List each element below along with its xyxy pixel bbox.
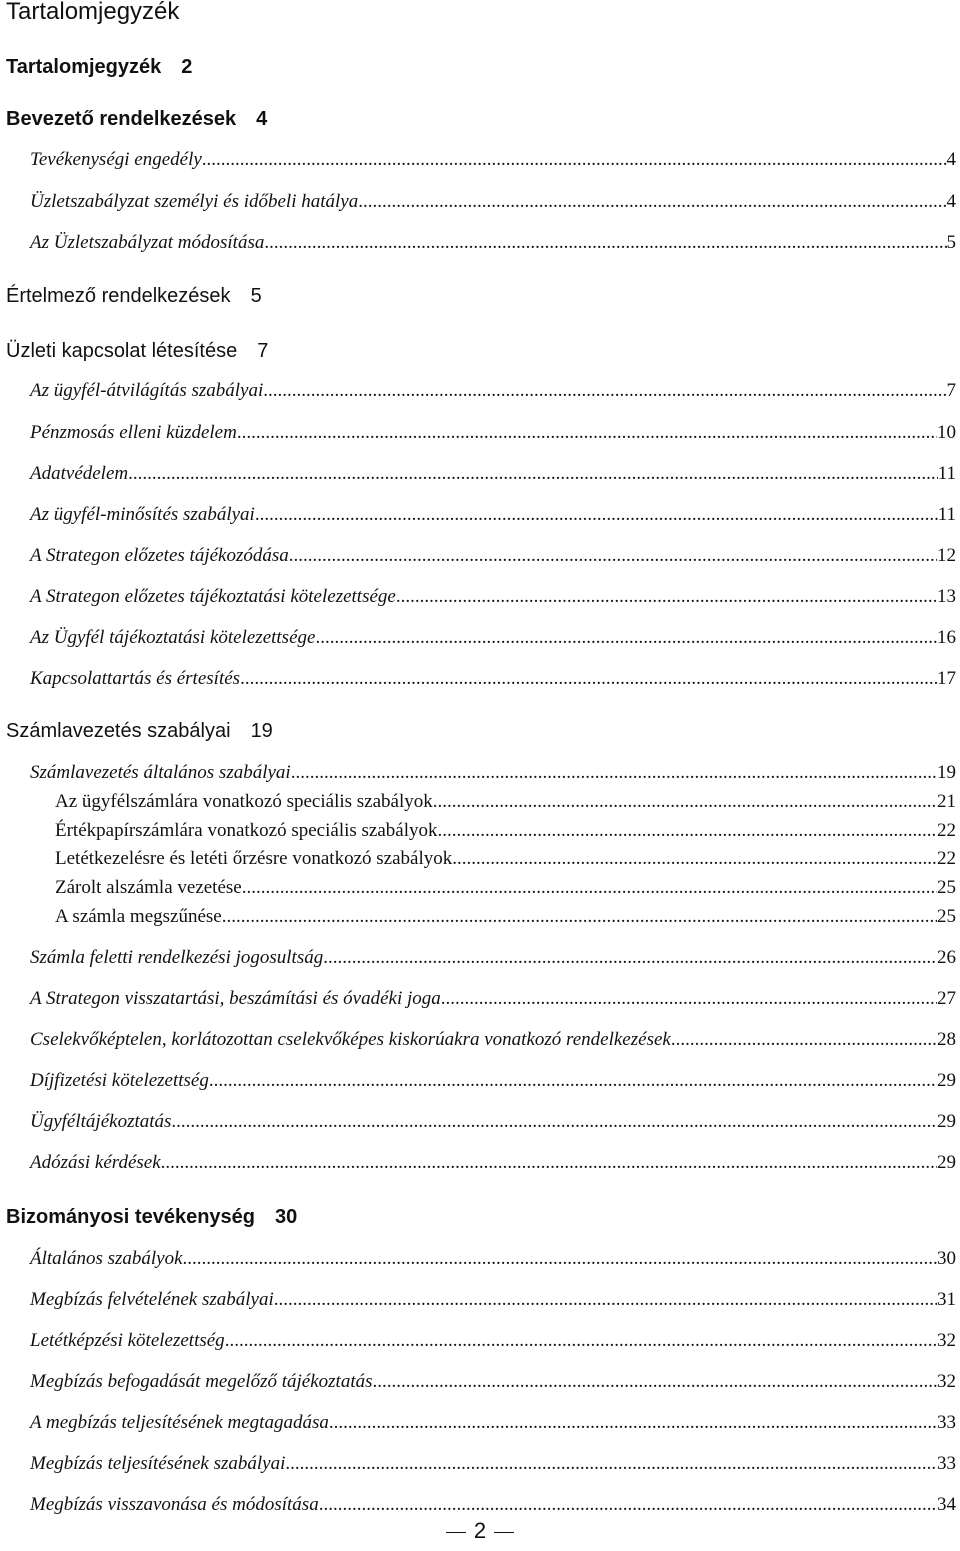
toc-entry-title: Megbízás teljesítésének szabályai xyxy=(30,1453,286,1474)
dot-leader xyxy=(222,906,937,928)
toc-heading-bizomanyosi[interactable] xyxy=(6,1206,960,1229)
toc-page-number: 19 xyxy=(937,762,956,783)
toc-entry-title: Értékpapírszámlára vonatkozó speciális szabályok xyxy=(55,820,438,841)
footer-dash-right xyxy=(494,1532,514,1533)
toc-page-number: 17 xyxy=(937,668,956,689)
dot-leader xyxy=(183,1248,937,1270)
toc-page-number: 31 xyxy=(937,1289,956,1310)
dot-leader xyxy=(237,422,937,444)
toc-entry-title: A megbízás teljesítésének megtagadása xyxy=(30,1412,329,1433)
dot-leader xyxy=(358,191,946,213)
dot-leader xyxy=(263,380,946,402)
dot-leader xyxy=(161,1152,937,1174)
toc-page-number: 30 xyxy=(937,1248,956,1269)
toc-entry[interactable] xyxy=(30,191,956,213)
dot-leader xyxy=(438,820,938,842)
toc-page-number: 29 xyxy=(937,1111,956,1132)
toc-entry-title: Cselekvőképtelen, korlátozottan cselekvőképes kiskorúakra vonatkozó rendelkezések xyxy=(30,1029,671,1050)
toc-entry-title: Kapcsolattartás és értesítés xyxy=(30,668,241,689)
dot-leader xyxy=(433,791,937,813)
footer-page-number: 2 xyxy=(473,1518,487,1543)
toc-entry[interactable] xyxy=(30,149,956,171)
dot-leader xyxy=(255,504,938,526)
toc-heading-szamlavezetes[interactable] xyxy=(6,720,960,743)
toc-entry-title: Pénzmosás elleni küzdelem xyxy=(30,422,237,443)
toc-page-number: 29 xyxy=(937,1070,956,1091)
toc-page-number: 22 xyxy=(937,820,956,841)
toc-page-number: 34 xyxy=(937,1494,956,1515)
toc-page-number: 5 xyxy=(946,232,956,253)
toc-entry[interactable] xyxy=(30,1330,956,1352)
toc-page-number: 27 xyxy=(937,988,956,1009)
dot-leader xyxy=(315,627,937,649)
toc-entry[interactable] xyxy=(30,1070,956,1092)
toc-entry-title: Díjfizetési kötelezettség xyxy=(30,1070,209,1091)
page-title: Tartalomjegyzék xyxy=(6,0,180,25)
toc-page-number: 4 xyxy=(946,149,956,170)
toc-entry-title: Általános szabályok xyxy=(30,1248,183,1269)
toc-page-number: 13 xyxy=(937,586,956,607)
dot-leader xyxy=(285,1453,937,1475)
toc-entry[interactable] xyxy=(30,463,956,485)
toc-entry-title: A Strategon előzetes tájékoztatási kötelezettsége xyxy=(30,586,396,607)
toc-entry[interactable] xyxy=(30,762,956,784)
toc-page-number: 16 xyxy=(937,627,956,648)
toc-entry-title: A Strategon előzetes tájékozódása xyxy=(30,545,289,566)
toc-page-number: 30 xyxy=(275,1206,298,1228)
toc-page-number: 22 xyxy=(937,848,956,869)
toc-entry[interactable] xyxy=(30,232,956,254)
dot-leader xyxy=(452,848,937,870)
dot-leader xyxy=(441,988,937,1010)
toc-entry[interactable] xyxy=(30,1494,956,1516)
toc-page-number: 25 xyxy=(937,877,956,898)
toc-heading-text: Bizományosi tevékenység xyxy=(6,1206,255,1228)
toc-entry[interactable] xyxy=(30,1111,956,1133)
dot-leader xyxy=(319,1494,937,1516)
toc-page-number: 11 xyxy=(937,504,956,525)
dot-leader xyxy=(373,1371,938,1393)
toc-page-number: 10 xyxy=(937,422,956,443)
dot-leader xyxy=(323,947,937,969)
toc-subentry[interactable] xyxy=(55,906,956,928)
toc-entry-title: Az ügyfél-minősítés szabályai xyxy=(30,504,255,525)
toc-entry[interactable] xyxy=(30,1412,956,1434)
toc-entry-title: Letétkezelésre és letéti őrzésre vonatkozó szabályok xyxy=(55,848,453,869)
toc-entry-title: Zárolt alszámla vezetése xyxy=(55,877,242,898)
toc-heading-text: Értelmező rendelkezések xyxy=(6,285,231,307)
toc-entry-title: A Strategon visszatartási, beszámítási és óvadéki joga xyxy=(30,988,441,1009)
dot-leader xyxy=(209,1070,937,1092)
dot-leader xyxy=(242,877,937,899)
toc-page-number: 5 xyxy=(250,285,262,307)
toc-subentry[interactable] xyxy=(55,820,956,842)
toc-heading-tartalomjegyzek[interactable] xyxy=(6,56,960,79)
toc-entry[interactable] xyxy=(30,504,956,526)
toc-entry-title: Számla feletti rendelkezési jogosultság xyxy=(30,947,324,968)
dot-leader xyxy=(671,1029,937,1051)
toc-entry-title: Üzletszabályzat személyi és időbeli hatálya xyxy=(30,191,359,212)
toc-entry[interactable] xyxy=(30,668,956,690)
dot-leader xyxy=(396,586,937,608)
toc-entry[interactable] xyxy=(30,586,956,608)
toc-entry-title: Ügyféltájékoztatás xyxy=(30,1111,172,1132)
toc-subentry[interactable] xyxy=(55,877,956,899)
toc-entry[interactable] xyxy=(30,627,956,649)
footer-dash-left xyxy=(446,1532,466,1533)
toc-heading-ertelmezo[interactable] xyxy=(6,285,960,308)
toc-entry[interactable] xyxy=(30,422,956,444)
toc-entry[interactable] xyxy=(30,545,956,567)
page-footer xyxy=(0,1518,960,1544)
toc-heading-bevezeto[interactable] xyxy=(6,108,960,131)
toc-entry[interactable] xyxy=(30,947,956,969)
toc-subentry[interactable] xyxy=(55,848,956,870)
toc-page-number: 32 xyxy=(937,1330,956,1351)
toc-heading-text: Üzleti kapcsolat létesítése xyxy=(6,340,238,362)
toc-entry-title: Az ügyfélszámlára vonatkozó speciális szabályok xyxy=(55,791,433,812)
toc-entry-title: Az ügyfél-átvilágítás szabályai xyxy=(30,380,264,401)
dot-leader xyxy=(128,463,938,485)
toc-entry-title: Tevékenységi engedély xyxy=(30,149,202,170)
toc-page-number: 32 xyxy=(937,1371,956,1392)
toc-page-number: 26 xyxy=(937,947,956,968)
dot-leader xyxy=(202,149,947,171)
toc-heading-text: Tartalomjegyzék xyxy=(6,56,162,78)
toc-page-number: 28 xyxy=(937,1029,956,1050)
toc-entry[interactable] xyxy=(30,1152,956,1174)
toc-page-number: 25 xyxy=(937,906,956,927)
toc-page-number: 33 xyxy=(937,1412,956,1433)
toc-page-number: 2 xyxy=(181,56,193,78)
toc-page-number: 12 xyxy=(937,545,956,566)
toc-page-number: 33 xyxy=(937,1453,956,1474)
toc-entry-title: Megbízás befogadását megelőző tájékoztatás xyxy=(30,1371,373,1392)
toc-entry-title: Adózási kérdések xyxy=(30,1152,161,1173)
toc-heading-uzleti-kapcsolat[interactable] xyxy=(6,340,960,363)
toc-entry[interactable] xyxy=(30,1289,956,1311)
toc-entry[interactable] xyxy=(30,1248,956,1270)
toc-entry[interactable] xyxy=(30,1029,956,1051)
dot-leader xyxy=(289,545,937,567)
dot-leader xyxy=(274,1289,937,1311)
dot-leader xyxy=(329,1412,937,1434)
toc-page-number: 19 xyxy=(250,720,273,742)
dot-leader xyxy=(240,668,937,690)
toc-page-number: 7 xyxy=(946,380,956,401)
dot-leader xyxy=(291,762,937,784)
toc-entry-title: Megbízás visszavonása és módosítása xyxy=(30,1494,319,1515)
toc-page-number: 7 xyxy=(257,340,269,362)
toc-page-number: 4 xyxy=(256,108,268,130)
toc-entry-title: Az Ügyfél tájékoztatási kötelezettsége xyxy=(30,627,316,648)
toc-entry-title: Megbízás felvételének szabályai xyxy=(30,1289,274,1310)
toc-entry-title: Letétképzési kötelezettség xyxy=(30,1330,225,1351)
toc-page-number: 29 xyxy=(937,1152,956,1173)
dot-leader xyxy=(264,232,946,254)
toc-subentry[interactable] xyxy=(55,791,956,813)
toc-entry[interactable] xyxy=(30,380,956,402)
toc-entry-title: Számlavezetés általános szabályai xyxy=(30,762,291,783)
toc-entry[interactable] xyxy=(30,988,956,1010)
toc-heading-text: Bevezető rendelkezések xyxy=(6,108,237,130)
toc-page-number: 21 xyxy=(937,791,956,812)
toc-heading-text: Számlavezetés szabályai xyxy=(6,720,231,742)
toc-entry-title: A számla megszűnése xyxy=(55,906,222,927)
dot-leader xyxy=(225,1330,937,1352)
toc-entry[interactable] xyxy=(30,1371,956,1393)
toc-entry[interactable] xyxy=(30,1453,956,1475)
toc-entry-title: Adatvédelem xyxy=(30,463,129,484)
toc-page-number: 11 xyxy=(937,463,956,484)
toc-page-number: 4 xyxy=(946,191,956,212)
dot-leader xyxy=(171,1111,937,1133)
toc-entry-title: Az Üzletszabályzat módosítása xyxy=(30,232,265,253)
